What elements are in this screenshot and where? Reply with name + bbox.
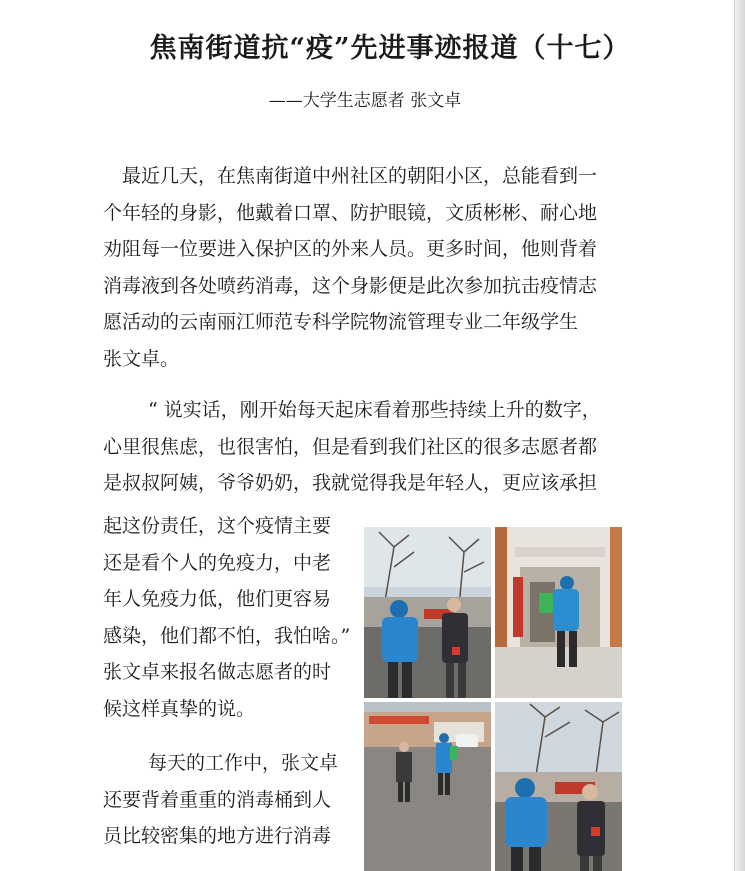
text-line: 张文卓来报名做志愿者的时 [103,661,332,683]
text-line: 还是看个人的免疫力，中老 [103,551,332,574]
text-line: 张文卓。 [103,347,180,370]
paragraph-intro [103,158,597,377]
text-line: “ 说实话，刚开始每天起床看着那些持续上升的数字， [148,399,601,421]
text-line: 愿活动的云南丽江师范专科学院物流管理专业二年级学生 [103,311,579,333]
text-line: 还要背着重重的消毒桶到人 [103,788,332,811]
text-line: 候这样真挚的说。 [103,697,256,720]
text-line: 年人免疫力低，他们更容易 [103,588,332,610]
text-line: 感染，他们都不怕，我怕啥。” [103,624,351,647]
text-line: 劝阻每一位要进入保护区的外来人员。更多时间，他则背着 [103,238,598,260]
volunteers-in-courtyard-photo [495,702,622,871]
text-line: 每天的工作中，张文卓 [148,752,339,774]
volunteer-at-gate-photo [364,527,491,698]
article-subtitle: ——大学生志愿者 张文卓 [268,91,462,111]
text-line: 消毒液到各处喷药消毒，这个身影便是此次参加抗击疫情志 [103,274,598,297]
text-line: 起这份责任，这个疫情主要 [103,515,332,537]
text-line: 最近几天，在焦南街道中州社区的朝阳小区，总能看到一 [122,165,598,187]
text-line: 员比较密集的地方进行消毒 [103,825,332,847]
text-line: 个年轻的身影，他戴着口罩、防护眼镜，文质彬彬、耐心地 [103,201,598,224]
spraying-street-photo [364,702,491,871]
paragraph-quote [103,392,601,502]
text-line: 是叔叔阿姨，爷爷奶奶，我就觉得我是年轻人，更应该承担 [103,472,598,494]
paragraph-work [103,745,338,855]
page-edge [734,0,745,871]
disinfecting-stairwell-photo [495,527,622,698]
article-title: 焦南街道抗“疫”先进事迹报道（十七） [149,33,631,64]
text-line: 心里很焦虑，也很害怕，但是看到我们社区的很多志愿者都 [103,435,598,458]
paragraph-quote-continued [103,508,350,727]
